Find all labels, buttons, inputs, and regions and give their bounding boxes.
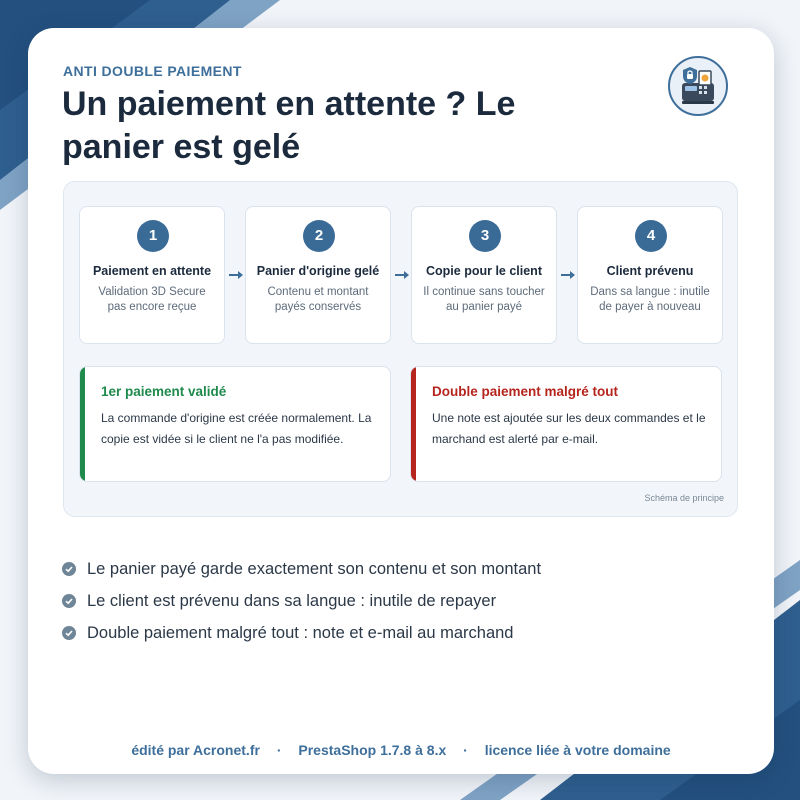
- step-description: Validation 3D Secure pas encore reçue: [98, 286, 206, 313]
- list-item: [62, 585, 722, 617]
- outcome-success-card: [79, 366, 391, 482]
- list-item-text: Double paiement malgré tout : note et e-mail au marchand: [87, 623, 514, 642]
- page-title: Un paiement en attente ? Le panier est gelé: [62, 85, 516, 166]
- step-title: Paiement en attente: [92, 264, 212, 278]
- check-circle-icon: [62, 562, 76, 576]
- footer-credits: [28, 742, 774, 758]
- outcome-title: Double paiement malgré tout: [432, 384, 619, 399]
- outcome-text: Une note est ajoutée sur les deux commandes et le marchand est alerté par e-mail.: [432, 411, 706, 446]
- outcome-danger-card: [410, 366, 722, 482]
- process-diagram: [63, 181, 738, 517]
- outcome-text: La commande d'origine est créée normalement. La copie est vidée si le client ne l'a pas modifiée.: [101, 411, 372, 446]
- check-circle-icon: [62, 626, 76, 640]
- step-card-4: [577, 206, 723, 344]
- step-number: 1: [137, 220, 169, 252]
- outcome-accent-bar: [411, 367, 416, 481]
- list-item: [62, 617, 722, 649]
- list-item-text: Le panier payé garde exactement son contenu et son montant: [87, 559, 542, 578]
- feature-list: [62, 553, 722, 649]
- step-description: Contenu et montant payés conservés: [267, 286, 369, 313]
- step-description: Il continue sans toucher au panier payé: [423, 286, 545, 313]
- footer-separator: ·: [276, 742, 282, 758]
- outcome-title: 1er paiement validé: [101, 384, 227, 399]
- step-description: Dans sa langue : inutile de payer à nouveau: [590, 286, 710, 313]
- step-number: 3: [469, 220, 501, 252]
- step-number: 2: [303, 220, 335, 252]
- main-card: [28, 28, 774, 774]
- step-card-3: [411, 206, 557, 344]
- footer-publisher: édité par Acronet.fr: [131, 742, 260, 758]
- diagram-caption: Schéma de principe: [644, 493, 724, 503]
- footer-compatibility: PrestaShop 1.7.8 à 8.x: [298, 742, 447, 758]
- step-title: Client prévenu: [606, 264, 694, 278]
- section-eyebrow: ANTI DOUBLE PAIEMENT: [63, 63, 242, 79]
- footer-license: licence liée à votre domaine: [484, 742, 671, 758]
- list-item-text: Le client est prévenu dans sa langue : inutile de repayer: [87, 591, 497, 610]
- step-card-1: [79, 206, 225, 344]
- step-card-2: [245, 206, 391, 344]
- payment-terminal-shield-icon: [668, 56, 728, 116]
- arrow-right-icon: [229, 270, 243, 280]
- step-number: 4: [635, 220, 667, 252]
- outcome-accent-bar: [80, 367, 85, 481]
- arrow-right-icon: [561, 270, 575, 280]
- footer-separator: ·: [463, 742, 468, 758]
- arrow-right-icon: [395, 270, 409, 280]
- step-title: Panier d'origine gelé: [256, 264, 380, 278]
- check-circle-icon: [62, 594, 76, 608]
- list-item: [62, 553, 722, 585]
- step-title: Copie pour le client: [426, 264, 542, 278]
